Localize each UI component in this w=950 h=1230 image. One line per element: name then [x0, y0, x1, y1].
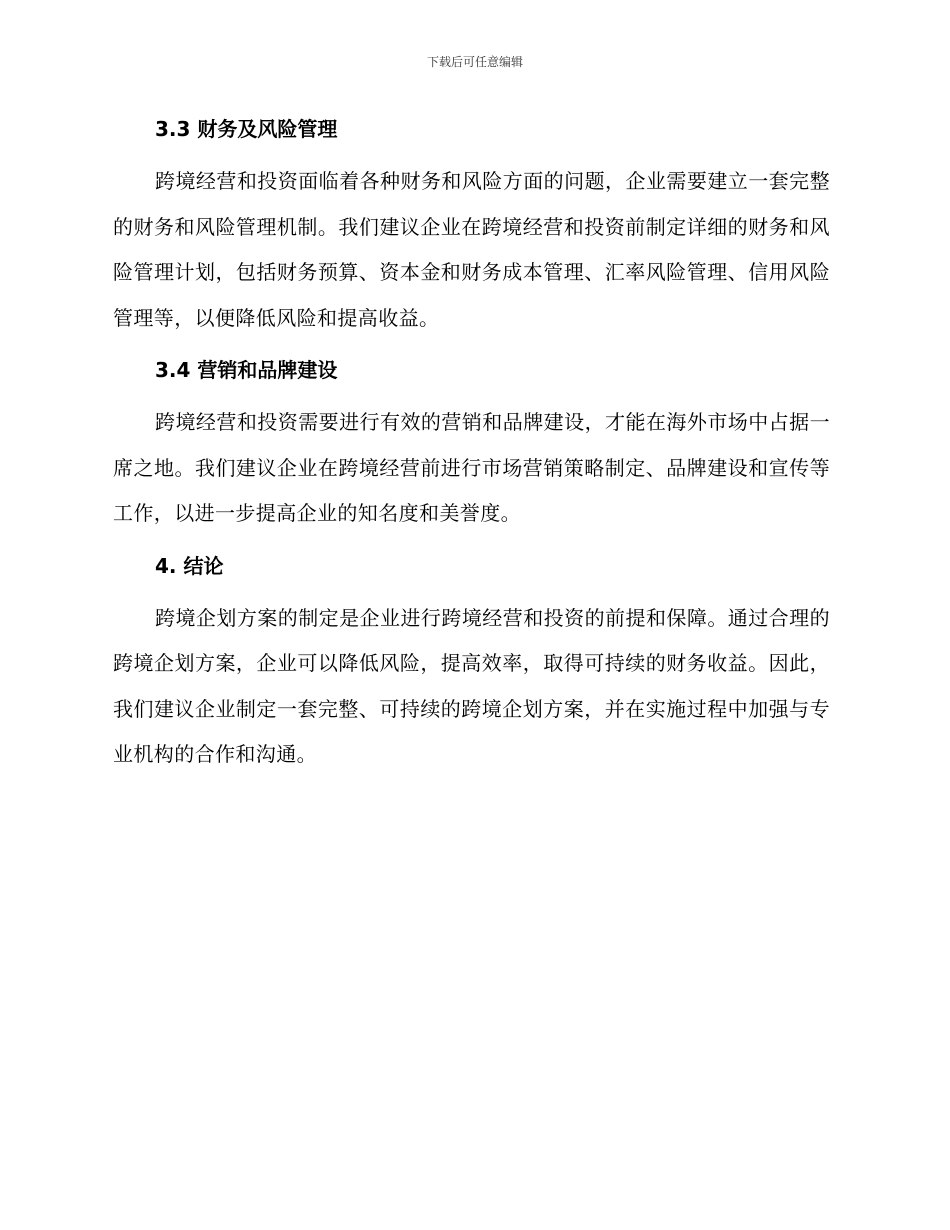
spacer: [113, 583, 830, 596]
section-paragraph-3-4: 跨境经营和投资需要进行有效的营销和品牌建设，才能在海外市场中占据一席之地。我们建议企业在跨境经营前进行市场营销策略制定、品牌建设和宣传等工作，以进一步提高企业的知名度和美誉度。: [113, 410, 830, 525]
section-paragraph-4: 跨境企划方案的制定是企业进行跨境经营和投资的前提和保障。通过合理的跨境企划方案，企业可以降低风险，提高效率，取得可持续的财务收益。因此，我们建议企业制定一套完整、可持续的跨境企划方案，并在实施过程中加强与专业机构的合作和沟通。: [113, 605, 830, 766]
section-heading-4: 4. 结论: [155, 553, 224, 578]
spacer: [113, 387, 830, 400]
spacer: [113, 341, 830, 353]
page-header: 下载后可任意编辑: [426, 55, 523, 69]
section-heading-3-3: 3.3 财务及风险管理: [155, 117, 338, 141]
section-heading-3-4: 3.4 营销和品牌建设: [155, 358, 338, 382]
spacer: [113, 537, 830, 549]
document-body: [113, 112, 830, 778]
spacer: [113, 146, 830, 159]
section-paragraph-3-3: 跨境经营和投资面临着各种财务和风险方面的问题，企业需要建立一套完整的财务和风险管理机制。我们建议企业在跨境经营和投资前制定详细的财务和风险管理计划，包括财务预算、资本金和财务成本管理、汇率风险管理、信用风险管理等，以便降低风险和提高收益。: [113, 169, 830, 330]
